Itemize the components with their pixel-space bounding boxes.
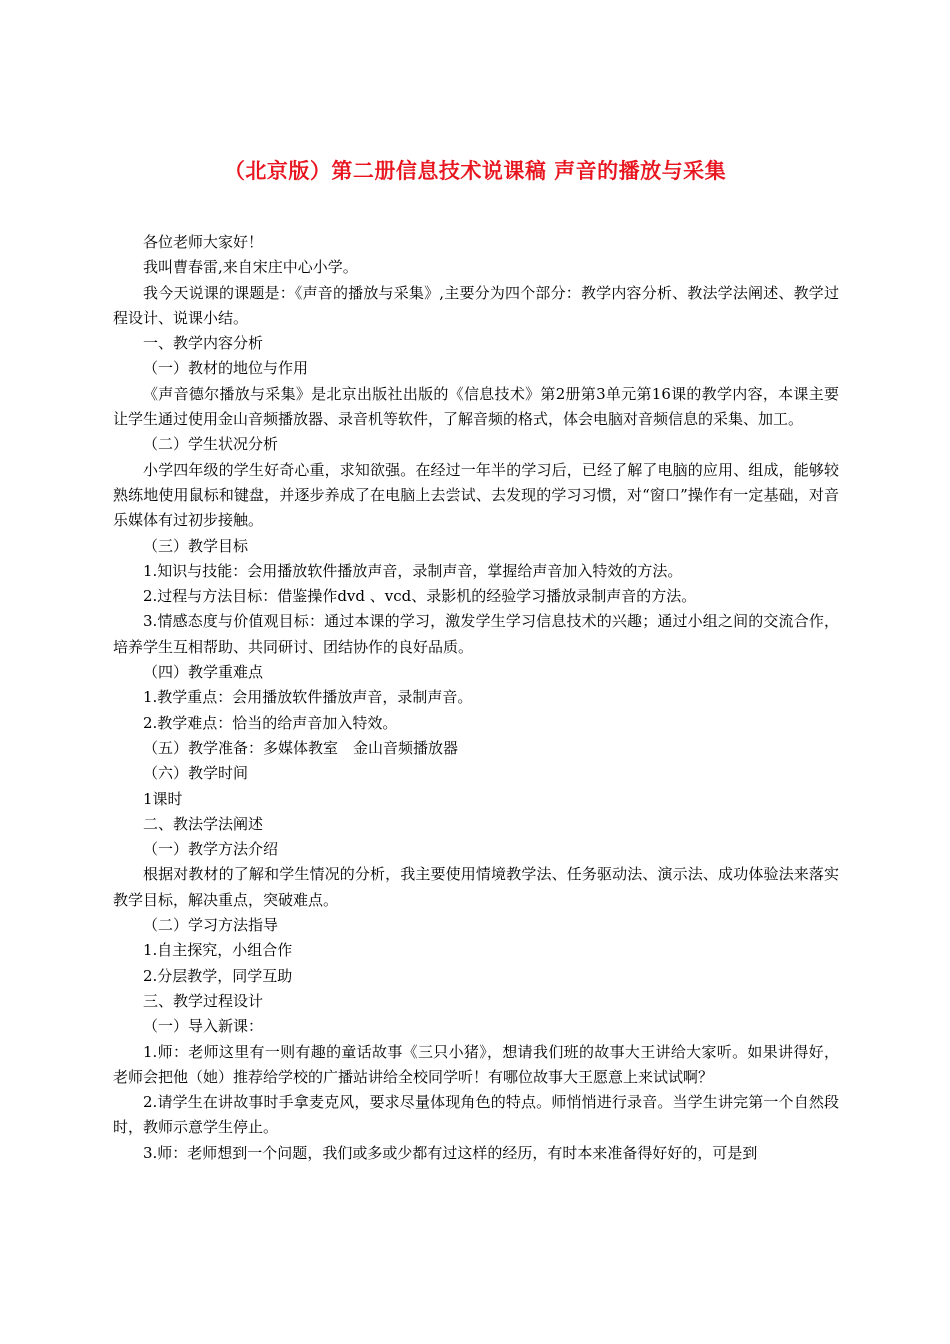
- paragraph: 我叫曹春雷,来自宋庄中心小学。: [143, 258, 358, 277]
- list-item: 1.教学重点：会用播放软件播放声音，录制声音。: [143, 688, 473, 707]
- paragraph: 1课时: [143, 789, 183, 808]
- list-item: 3.情感态度与价值观目标：通过本课的学习，激发学生学习信息技术的兴趣；通过小组之间的交流合作，培养学生互相帮助、共同研讨、团结协作的良好品质。: [113, 612, 839, 656]
- section-heading: 二、教法学法阐述: [143, 814, 264, 833]
- section-heading: 三、教学过程设计: [143, 991, 264, 1010]
- list-item: 3.师：老师想到一个问题，我们或多或少都有过这样的经历，有时本来准备得好好的，可是到: [143, 1143, 758, 1162]
- subsection-heading: （一）导入新课：: [143, 1017, 264, 1036]
- list-item: 2.请学生在讲故事时手拿麦克风，要求尽量体现角色的特点。师悄悄进行录音。当学生讲完第一个自然段时，教师示意学生停止。: [113, 1093, 839, 1137]
- subsection-heading: （六）教学时间: [143, 764, 249, 783]
- list-item: 2.过程与方法目标：借鉴操作dvd 、vcd、录影机的经验学习播放录制声音的方法。: [143, 587, 697, 606]
- list-item: 2.分层教学，同学互助: [143, 966, 293, 985]
- paragraph: 各位老师大家好！: [143, 233, 264, 251]
- paragraph: 我今天说课的课题是：《声音的播放与采集》,主要分为四个部分：教学内容分析、教法学法阐述、教学过程设计、说课小结。: [113, 283, 839, 327]
- subsection-heading: （一）教学方法介绍: [143, 840, 279, 859]
- list-item: 2.教学难点：恰当的给声音加入特效。: [143, 713, 398, 732]
- list-item: 1.自主探究，小组合作: [143, 941, 293, 960]
- subsection-heading: （四）教学重难点: [143, 663, 264, 682]
- section-heading: 一、教学内容分析: [143, 334, 264, 353]
- list-item: 1.师：老师这里有一则有趣的童话故事《三只小猪》，想请我们班的故事大王讲给大家听。如果讲得好，老师会把他（她）推荐给学校的广播站讲给全校同学听！有哪位故事大王愿意上来试试啊？: [113, 1042, 839, 1086]
- paragraph: 《声音德尔播放与采集》是北京出版社出版的《信息技术》第2册第3单元第16课的教学内容，本课主要让学生通过使用金山音频播放器、录音机等软件，了解音频的格式，体会电脑对音频信息的采集、加工。: [113, 384, 839, 429]
- subsection-heading: （二）学生状况分析: [143, 435, 279, 454]
- list-item: 1.知识与技能：会用播放软件播放声音，录制声音，掌握给声音加入特效的方法。: [143, 561, 683, 580]
- subsection-heading: （五）教学准备：多媒体教室 金山音频播放器: [143, 738, 459, 757]
- subsection-heading: （二）学习方法指导: [143, 916, 279, 935]
- paragraph: 根据对教材的了解和学生情况的分析，我主要使用情境教学法、任务驱动法、演示法、成功体验法来落实教学目标，解决重点，突破难点。: [113, 865, 839, 909]
- document-body: [113, 230, 839, 1166]
- subsection-heading: （三）教学目标: [143, 536, 249, 555]
- paragraph: 小学四年级的学生好奇心重，求知欲强。在经过一年半的学习后，已经了解了电脑的应用、组成，能够较熟练地使用鼠标和键盘，并逐步养成了在电脑上去尝试、去发现的学习习惯，对“窗口”操作有一定基础，对音乐媒体有过初步接触。: [113, 460, 839, 530]
- subsection-heading: （一）教材的地位与作用: [143, 359, 309, 378]
- document-title: （北京版）第二册信息技术说课稿 声音的播放与采集: [223, 159, 727, 183]
